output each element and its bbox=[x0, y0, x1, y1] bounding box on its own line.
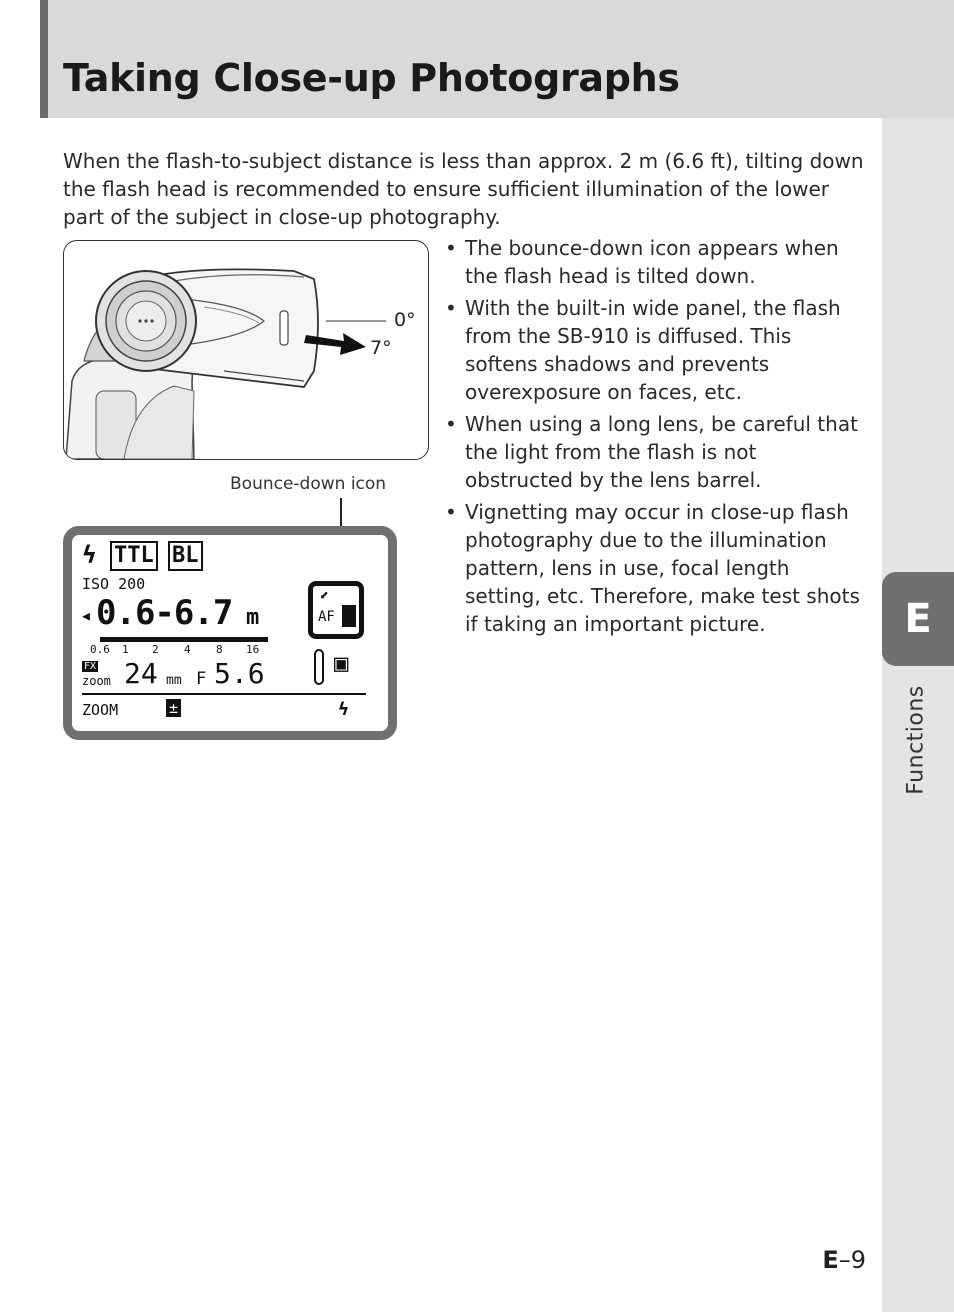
scale-tick-label: 1 bbox=[122, 643, 129, 656]
list-item: • When using a long lens, be careful that the light from the flash is not obstructed by the lens barrel. bbox=[445, 410, 870, 494]
af-indicator: AF bbox=[318, 609, 335, 625]
section-label: Functions bbox=[903, 685, 929, 795]
scale-tick-label: 8 bbox=[216, 643, 223, 656]
aperture-value: 5.6 bbox=[214, 657, 265, 690]
bounce-down-icon: ⬋ bbox=[320, 585, 330, 604]
scale-tick-label: 2 bbox=[152, 643, 159, 656]
list-item: • The bounce-down icon appears when the flash head is tilted down. bbox=[445, 234, 870, 290]
angle-seven-label: 7° bbox=[370, 337, 392, 359]
header-accent-bar bbox=[40, 0, 48, 118]
distance-scale-bar bbox=[100, 637, 268, 642]
page-number bbox=[822, 1246, 866, 1274]
flash-compensation-icon: ± bbox=[166, 699, 181, 717]
page-letter: E bbox=[822, 1246, 839, 1274]
fx-badge: FX bbox=[84, 661, 97, 672]
flash-bolt-icon: ϟ bbox=[82, 541, 97, 569]
camera-icon: ▣ bbox=[334, 649, 349, 677]
f-label: F bbox=[196, 669, 207, 689]
flash-head-icon bbox=[342, 605, 356, 627]
scale-labels bbox=[90, 643, 280, 657]
angle-zero-label: 0° bbox=[394, 309, 416, 331]
focal-unit: mm bbox=[166, 673, 182, 688]
bl-indicator: BL bbox=[168, 541, 203, 571]
list-item: • Vignetting may occur in close-up flash photography due to the illumination pattern, lens in use, focal length setting, etc. Therefore, make test shots if taking an important picture. bbox=[445, 498, 870, 638]
section-tab: E bbox=[882, 572, 954, 666]
distance-range: 0.6-6.7 bbox=[96, 593, 233, 633]
zoom-small-label: zoom bbox=[82, 674, 111, 688]
iso-readout: ISO 200 bbox=[82, 575, 146, 593]
distance-unit: m bbox=[246, 605, 260, 630]
bullet-list bbox=[445, 234, 870, 642]
lcd-panel bbox=[63, 526, 397, 740]
scale-tick-label: 16 bbox=[246, 643, 260, 656]
ttl-mode-indicator: TTL bbox=[110, 541, 158, 571]
flash-ready-icon: ϟ bbox=[338, 699, 349, 720]
range-arrow-icon: ◂ bbox=[80, 603, 93, 627]
list-item: • With the built-in wide panel, the flash from the SB-910 is diffused. This softens shadows and prevents overexposure on faces, etc. bbox=[445, 294, 870, 406]
scale-tick-label: 4 bbox=[184, 643, 191, 656]
page-title: Taking Close-up Photographs bbox=[63, 56, 680, 100]
flash-head-illustration bbox=[63, 240, 429, 460]
thermometer-icon bbox=[314, 649, 324, 685]
scale-tick-label: 0.6 bbox=[90, 643, 110, 656]
page-digits: –9 bbox=[838, 1246, 866, 1274]
zoom-function-label: ZOOM bbox=[82, 701, 119, 719]
bounce-down-callout-label: Bounce-down icon bbox=[230, 474, 387, 494]
focal-length: 24 bbox=[124, 657, 158, 690]
lcd-divider bbox=[82, 693, 366, 695]
intro-paragraph: When the flash-to-subject distance is less than approx. 2 m (6.6 ft), tilting down the flash head is recommended to ensure sufficient illumination of the lower part of the subject in close-up photography. bbox=[63, 149, 864, 229]
